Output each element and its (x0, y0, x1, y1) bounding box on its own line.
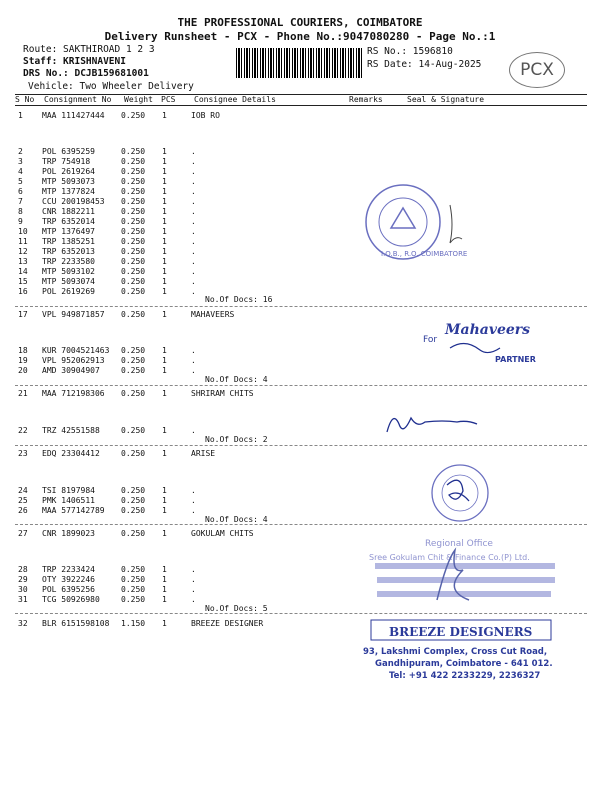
row-sno: 5 (18, 177, 23, 186)
row-consignment-no: MAA 111427444 (42, 111, 105, 120)
barcode (236, 48, 362, 78)
row-pcs: 1 (162, 595, 167, 604)
svg-text:Sree Gokulam Chit & Finance Co: Sree Gokulam Chit & Finance Co.(P) Ltd. (369, 553, 530, 562)
row-consignee: . (191, 177, 196, 186)
row-consignment-no: BLR 6151598108 (42, 619, 110, 628)
row-sno: 27 (18, 529, 28, 538)
row-pcs: 1 (162, 449, 167, 458)
gokulam-stamp (369, 539, 555, 600)
row-pcs: 1 (162, 197, 167, 206)
row-pcs: 1 (162, 277, 167, 286)
svg-text:Regional Office: Regional Office (425, 539, 493, 549)
row-consignment-no: CNR 1899023 (42, 529, 95, 538)
row-weight: 0.250 (121, 187, 146, 196)
row-pcs: 1 (162, 227, 167, 236)
row-pcs: 1 (162, 147, 167, 156)
shriram-signature (355, 388, 477, 438)
row-sno: 18 (18, 346, 28, 355)
row-weight: 0.250 (121, 147, 146, 156)
vehicle-label: Vehicle: Two Wheeler Delivery (28, 81, 194, 92)
col-remarks: Remarks (349, 95, 383, 104)
row-consignment-no: VPL 952062913 (42, 356, 105, 365)
row-weight: 0.250 (121, 310, 146, 319)
row-sno: 26 (18, 506, 28, 515)
row-sno: 9 (18, 217, 23, 226)
row-pcs: 1 (162, 257, 167, 266)
row-consignment-no: POL 2619264 (42, 167, 95, 176)
row-consignee: . (191, 565, 196, 574)
row-sno: 10 (18, 227, 28, 236)
col-consignment: Consignment No (44, 95, 112, 104)
docs-count: No.Of Docs: 4 (205, 375, 268, 384)
svg-text:Mahaveers: Mahaveers (445, 322, 531, 338)
row-consignee: . (191, 167, 196, 176)
row-consignee: SHRIRAM CHITS (191, 389, 254, 398)
row-consignee: . (191, 346, 196, 355)
table-row (0, 111, 600, 121)
row-pcs: 1 (162, 486, 167, 495)
row-pcs: 1 (162, 389, 167, 398)
row-weight: 0.250 (121, 486, 146, 495)
row-weight: 0.250 (121, 389, 146, 398)
row-pcs: 1 (162, 506, 167, 515)
row-weight: 0.250 (121, 565, 146, 574)
row-sno: 8 (18, 207, 23, 216)
row-sno: 29 (18, 575, 28, 584)
row-consignee: . (191, 585, 196, 594)
row-consignment-no: PMK 1406511 (42, 496, 95, 505)
table-row (0, 147, 600, 157)
row-consignment-no: MTP 5093102 (42, 267, 95, 276)
row-sno: 24 (18, 486, 28, 495)
row-weight: 0.250 (121, 267, 146, 276)
row-weight: 0.250 (121, 227, 146, 236)
row-sno: 20 (18, 366, 28, 375)
row-pcs: 1 (162, 207, 167, 216)
row-sno: 12 (18, 247, 28, 256)
row-consignee: . (191, 237, 196, 246)
row-consignment-no: CCU 200198453 (42, 197, 105, 206)
docs-count: No.Of Docs: 5 (205, 604, 268, 613)
row-weight: 0.250 (121, 247, 146, 256)
row-sno: 3 (18, 157, 23, 166)
row-sno: 28 (18, 565, 28, 574)
iob-seal-text: I.O.B., R.O. COIMBATORE (381, 250, 468, 258)
docs-count: No.Of Docs: 4 (205, 515, 268, 524)
row-consignee: . (191, 247, 196, 256)
row-consignment-no: TRP 6352013 (42, 247, 95, 256)
row-pcs: 1 (162, 356, 167, 365)
row-consignment-no: TCG 50926980 (42, 595, 100, 604)
row-pcs: 1 (162, 619, 167, 628)
col-seal: Seal & Signature (407, 95, 485, 104)
row-sno: 17 (18, 310, 28, 319)
row-sno: 2 (18, 147, 23, 156)
row-weight: 0.250 (121, 277, 146, 286)
staff-label: Staff: KRISHNAVENI (23, 56, 126, 67)
row-consignment-no: AMD 30904907 (42, 366, 100, 375)
row-pcs: 1 (162, 111, 167, 120)
row-consignee: . (191, 426, 196, 435)
table-row (0, 167, 600, 177)
row-weight: 0.250 (121, 197, 146, 206)
row-consignee: . (191, 187, 196, 196)
row-consignee: BREEZE DESIGNER (191, 619, 264, 628)
row-weight: 0.250 (121, 356, 146, 365)
row-consignment-no: KUR 7004521463 (42, 346, 110, 355)
row-weight: 0.250 (121, 177, 146, 186)
route-label: Route: SAKTHIROAD 1 2 3 (23, 44, 155, 55)
row-consignment-no: MTP 5093074 (42, 277, 95, 286)
row-pcs: 1 (162, 177, 167, 186)
row-consignee: . (191, 197, 196, 206)
row-consignment-no: CNR 1882211 (42, 207, 95, 216)
row-pcs: 1 (162, 247, 167, 256)
row-pcs: 1 (162, 426, 167, 435)
row-consignment-no: TRZ 42551588 (42, 426, 100, 435)
mahaveers-stamp (423, 322, 536, 364)
row-sno: 11 (18, 237, 28, 246)
drs-number: DRS No.: DCJB159681001 (23, 68, 149, 79)
row-sno: 6 (18, 187, 23, 196)
row-weight: 0.250 (121, 157, 146, 166)
row-sno: 1 (18, 111, 23, 120)
row-consignee: . (191, 217, 196, 226)
row-consignee: . (191, 227, 196, 236)
pcx-stamp: PCX (509, 52, 565, 88)
row-sno: 4 (18, 167, 23, 176)
col-pcs: PCS (161, 95, 176, 104)
stamps-layer (355, 180, 600, 700)
row-sno: 25 (18, 496, 28, 505)
row-sno: 21 (18, 389, 28, 398)
svg-text:BREEZE DESIGNERS: BREEZE DESIGNERS (389, 625, 533, 639)
row-pcs: 1 (162, 217, 167, 226)
column-header (0, 95, 600, 105)
row-pcs: 1 (162, 287, 167, 296)
row-consignment-no: TRP 754918 (42, 157, 91, 166)
row-consignment-no: EDQ 23304412 (42, 449, 100, 458)
row-consignee: . (191, 595, 196, 604)
row-consignee: . (191, 147, 196, 156)
col-sno: S No (15, 95, 35, 104)
row-weight: 1.150 (121, 619, 146, 628)
row-pcs: 1 (162, 496, 167, 505)
row-consignment-no: MAA 577142789 (42, 506, 105, 515)
row-weight: 0.250 (121, 111, 146, 120)
row-consignment-no: TRP 2233580 (42, 257, 95, 266)
row-consignee: . (191, 356, 196, 365)
row-consignment-no: TSI 8197984 (42, 486, 95, 495)
row-consignee: MAHAVEERS (191, 310, 235, 319)
header-bottom-rule (15, 105, 587, 106)
row-weight: 0.250 (121, 506, 146, 515)
row-sno: 16 (18, 287, 28, 296)
row-consignee: . (191, 257, 196, 266)
row-sno: 22 (18, 426, 28, 435)
row-weight: 0.250 (121, 237, 146, 246)
row-consignee: ARISE (191, 449, 216, 458)
row-consignee: . (191, 287, 196, 296)
row-sno: 31 (18, 595, 28, 604)
row-weight: 0.250 (121, 529, 146, 538)
row-sno: 32 (18, 619, 28, 628)
row-pcs: 1 (162, 575, 167, 584)
company-title: THE PROFESSIONAL COURIERS, COIMBATORE (177, 16, 423, 29)
row-sno: 30 (18, 585, 28, 594)
row-weight: 0.250 (121, 346, 146, 355)
row-pcs: 1 (162, 310, 167, 319)
row-sno: 15 (18, 277, 28, 286)
row-consignee: . (191, 486, 196, 495)
row-weight: 0.250 (121, 207, 146, 216)
svg-text:Tel: +91 422 2233229, 2236327: Tel: +91 422 2233229, 2236327 (389, 671, 541, 681)
row-consignee: . (191, 157, 196, 166)
row-weight: 0.250 (121, 585, 146, 594)
table-row (0, 157, 600, 167)
row-sno: 13 (18, 257, 28, 266)
row-consignment-no: VPL 949871857 (42, 310, 105, 319)
row-pcs: 1 (162, 167, 167, 176)
row-weight: 0.250 (121, 426, 146, 435)
col-weight: Weight (124, 95, 153, 104)
row-consignee: . (191, 267, 196, 276)
row-pcs: 1 (162, 366, 167, 375)
svg-text:For: For (423, 335, 438, 345)
row-consignment-no: MTP 1377824 (42, 187, 95, 196)
row-consignee: . (191, 506, 196, 515)
svg-text:PARTNER: PARTNER (495, 355, 536, 364)
col-consignee: Consignee Details (194, 95, 276, 104)
row-pcs: 1 (162, 565, 167, 574)
row-consignment-no: MTP 1376497 (42, 227, 95, 236)
svg-text:Gandhipuram, Coimbatore - 641: Gandhipuram, Coimbatore - 641 012. (375, 659, 553, 669)
row-pcs: 1 (162, 529, 167, 538)
row-pcs: 1 (162, 187, 167, 196)
row-consignee: . (191, 207, 196, 216)
row-consignee: . (191, 366, 196, 375)
docs-count: No.Of Docs: 2 (205, 435, 268, 444)
row-pcs: 1 (162, 157, 167, 166)
row-pcs: 1 (162, 346, 167, 355)
row-consignment-no: TRP 2233424 (42, 565, 95, 574)
row-consignee: . (191, 496, 196, 505)
docs-count: No.Of Docs: 16 (205, 295, 273, 304)
row-consignee: . (191, 277, 196, 286)
rs-date: RS Date: 14-Aug-2025 (367, 59, 482, 70)
row-weight: 0.250 (121, 575, 146, 584)
row-sno: 14 (18, 267, 28, 276)
iob-seal-stamp (366, 185, 467, 259)
row-consignment-no: POL 2619269 (42, 287, 95, 296)
row-pcs: 1 (162, 585, 167, 594)
breeze-designers-stamp (363, 620, 553, 681)
row-weight: 0.250 (121, 257, 146, 266)
arise-seal-stamp (432, 465, 488, 521)
row-consignment-no: MTP 5093073 (42, 177, 95, 186)
rs-number: RS No.: 1596810 (367, 46, 453, 57)
row-consignment-no: TRP 6352014 (42, 217, 95, 226)
row-consignment-no: MAA 712198306 (42, 389, 105, 398)
row-weight: 0.250 (121, 366, 146, 375)
row-consignment-no: POL 6395256 (42, 585, 95, 594)
row-pcs: 1 (162, 237, 167, 246)
row-pcs: 1 (162, 267, 167, 276)
row-consignee: . (191, 575, 196, 584)
row-weight: 0.250 (121, 287, 146, 296)
row-sno: 19 (18, 356, 28, 365)
runsheet-subtitle: Delivery Runsheet - PCX - Phone No.:9047080280 - Page No.:1 (104, 30, 496, 43)
svg-text:93, Lakshmi Complex, Cross Cut: 93, Lakshmi Complex, Cross Cut Road, (363, 647, 548, 657)
row-weight: 0.250 (121, 449, 146, 458)
row-weight: 0.250 (121, 496, 146, 505)
row-sno: 7 (18, 197, 23, 206)
row-consignment-no: TRP 1385251 (42, 237, 95, 246)
row-weight: 0.250 (121, 167, 146, 176)
row-weight: 0.250 (121, 595, 146, 604)
row-consignment-no: OTY 3922246 (42, 575, 95, 584)
row-consignee: GOKULAM CHITS (191, 529, 254, 538)
row-consignment-no: POL 6395259 (42, 147, 95, 156)
row-weight: 0.250 (121, 217, 146, 226)
row-consignee: IOB RO (191, 111, 220, 120)
row-sno: 23 (18, 449, 28, 458)
